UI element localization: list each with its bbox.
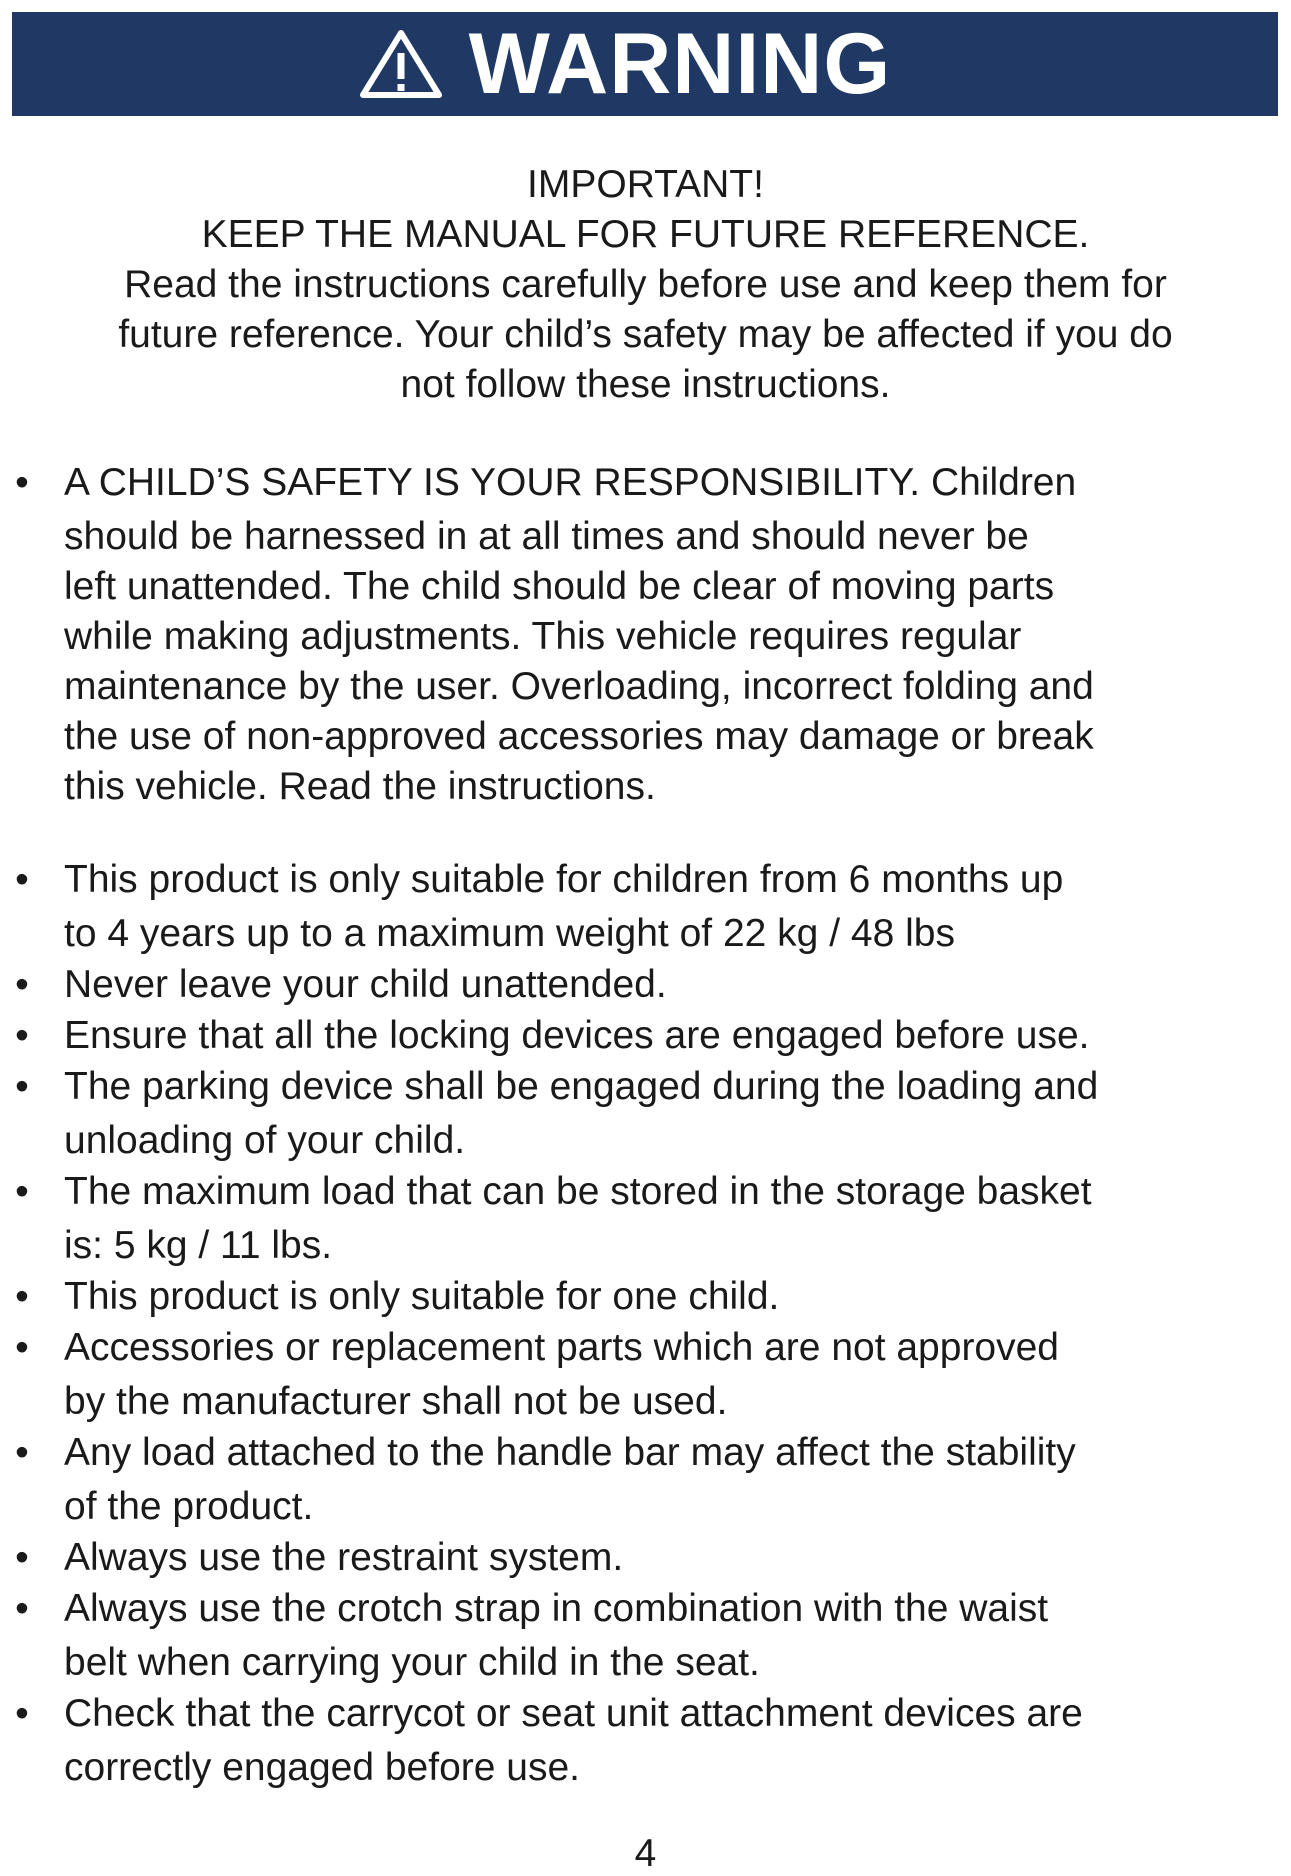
- list-item-line: This product is only suitable for one child.: [64, 1275, 780, 1318]
- list-item: [0, 1325, 1291, 1424]
- list-item: [0, 1430, 1291, 1529]
- list-item-text: [64, 1535, 1271, 1580]
- list-item-line: belt when carrying your child in the seat.: [64, 1641, 760, 1684]
- bullet-icon: •: [15, 1326, 29, 1369]
- bullet-icon: •: [15, 1536, 29, 1579]
- list-item-text: [64, 1586, 1271, 1685]
- bullet-icon: •: [15, 1431, 29, 1474]
- list-item: [0, 1586, 1291, 1685]
- list-item: [0, 1274, 1291, 1319]
- list-item-text: [64, 458, 1271, 812]
- list-item: [0, 857, 1291, 956]
- list-item-text: [64, 1691, 1271, 1790]
- list-item: [0, 1169, 1291, 1268]
- page-number: 4: [634, 1832, 657, 1875]
- important-heading: IMPORTANT!: [527, 163, 764, 206]
- list-item-text: [64, 857, 1271, 956]
- list-item: [0, 962, 1291, 1007]
- list-item-line: Any load attached to the handle bar may affect the stability: [64, 1431, 1076, 1474]
- list-item-line: maintenance by the user. Overloading, incorrect folding and: [64, 665, 1094, 708]
- list-item-line: The parking device shall be engaged during the loading and: [64, 1065, 1099, 1108]
- bullet-icon: •: [15, 1170, 29, 1213]
- list-item-text: [64, 1064, 1271, 1163]
- bullet-icon: •: [15, 1065, 29, 1108]
- bullet-icon: •: [15, 1275, 29, 1318]
- list-item-line: left unattended. The child should be clear of moving parts: [64, 565, 1055, 608]
- list-item-line: correctly engaged before use.: [64, 1746, 580, 1789]
- warning-title: WARNING: [468, 16, 892, 112]
- intro-text-line: future reference. Your child’s safety may be affected if you do: [118, 313, 1173, 356]
- bullet-icon: •: [15, 1014, 29, 1057]
- list-item-text: [64, 962, 1271, 1007]
- list-item-line: The maximum load that can be stored in the storage basket: [64, 1170, 1092, 1213]
- warning-triangle-icon: [359, 29, 443, 99]
- list-item-line: to 4 years up to a maximum weight of 22 kg / 48 lbs: [64, 912, 955, 955]
- list-item-line: while making adjustments. This vehicle requires regular: [64, 615, 1022, 658]
- list-item: [0, 1013, 1291, 1058]
- list-item-line: the use of non-approved accessories may damage or break: [64, 715, 1094, 758]
- list-item-text: [64, 1325, 1271, 1424]
- list-item: [0, 1691, 1291, 1790]
- list-item-line: is: 5 kg / 11 lbs.: [64, 1224, 333, 1267]
- list-item-text: [64, 1013, 1271, 1058]
- list-item-line: Never leave your child unattended.: [64, 963, 667, 1006]
- list-item-line: unloading of your child.: [64, 1119, 466, 1162]
- bullet-icon: •: [15, 858, 29, 901]
- intro-text-line: Read the instructions carefully before use and keep them for: [124, 263, 1167, 306]
- list-item-line: Always use the restraint system.: [64, 1536, 624, 1579]
- list-item-line: Ensure that all the locking devices are engaged before use.: [64, 1014, 1090, 1057]
- bullet-icon: •: [15, 1692, 29, 1735]
- list-item-text: [64, 1169, 1271, 1268]
- list-item: [0, 458, 1291, 812]
- list-item-line: This product is only suitable for children from 6 months up: [64, 858, 1064, 901]
- intro-text-line: not follow these instructions.: [400, 363, 891, 406]
- keep-manual-heading: KEEP THE MANUAL FOR FUTURE REFERENCE.: [201, 213, 1090, 256]
- list-item-line: Accessories or replacement parts which are not approved: [64, 1326, 1059, 1369]
- list-item-line: should be harnessed in at all times and should never be: [64, 515, 1029, 558]
- list-item-text: [64, 1430, 1271, 1529]
- list-item: [0, 1535, 1291, 1580]
- bullet-icon: •: [15, 461, 29, 504]
- list-item: [0, 1064, 1291, 1163]
- bullet-icon: •: [15, 1587, 29, 1630]
- list-item-line: this vehicle. Read the instructions.: [64, 765, 656, 808]
- warning-banner-content: [359, 16, 892, 112]
- list-item-line: of the product.: [64, 1485, 314, 1528]
- warning-banner: [12, 12, 1278, 116]
- intro-block: [0, 160, 1291, 410]
- list-item-text: [64, 1274, 1271, 1319]
- warning-list: [0, 458, 1291, 1790]
- list-item-line: Always use the crotch strap in combination with the waist: [64, 1587, 1049, 1630]
- list-item-line: by the manufacturer shall not be used.: [64, 1380, 728, 1423]
- list-item-line: A CHILD’S SAFETY IS YOUR RESPONSIBILITY. Children: [64, 461, 1077, 504]
- bullet-icon: •: [15, 963, 29, 1006]
- list-item-line: Check that the carrycot or seat unit attachment devices are: [64, 1692, 1083, 1735]
